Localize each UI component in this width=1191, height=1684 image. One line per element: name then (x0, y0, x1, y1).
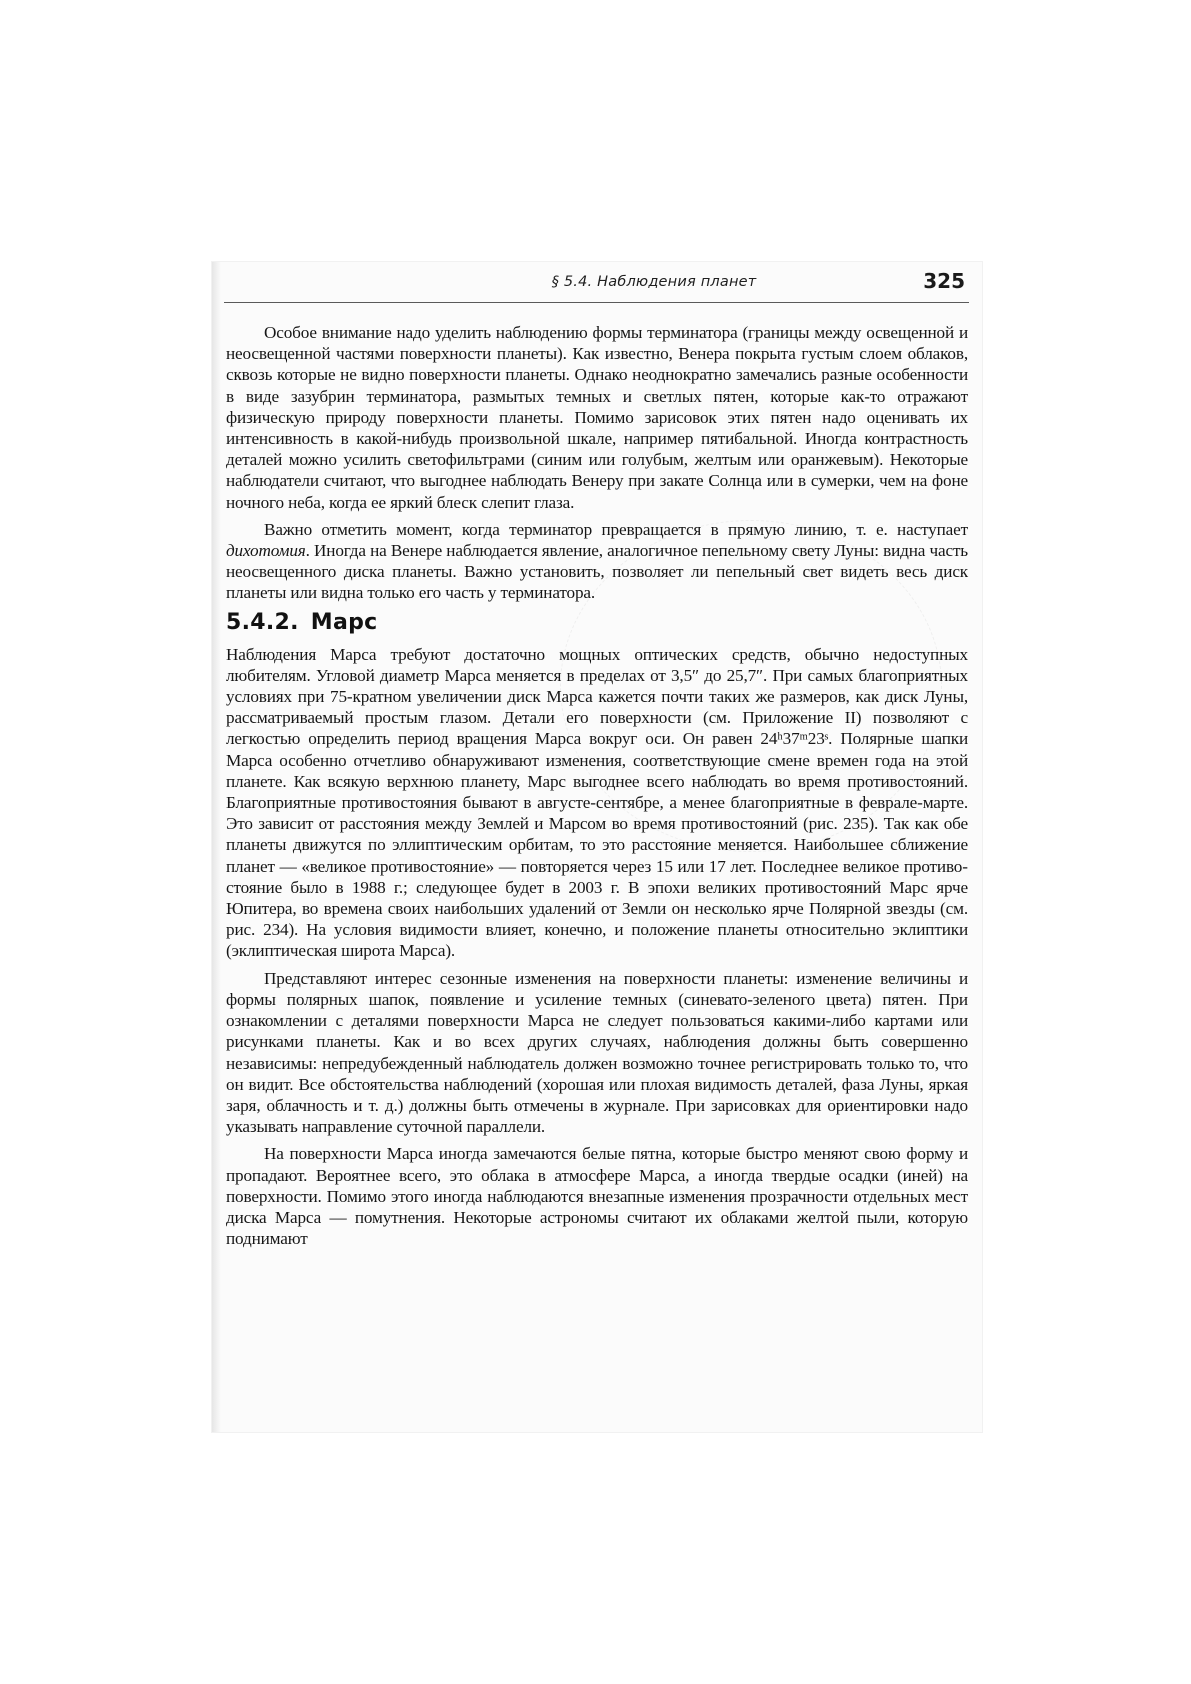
page-edge-shadow (212, 262, 221, 1432)
page-header (224, 269, 969, 303)
section-number: 5.4.2. (226, 609, 299, 635)
running-head: § 5.4. Наблюдения планет (551, 274, 757, 290)
paragraph-white-spots: На поверхности Марса иногда замечаются белые пятна, которые быстро меняют свою форму и пропадают. Вероятнее всего, это облака в атмосфере Марса, а иногда твердые осадки (иней) на поверхности. Помимо этого иногда наблюдаются внезапные изменения прозрачности отдельных мест диска Марса — помутнения. Некоторые астрономы считают их облаками желтой пыли, которую поднимают (226, 1144, 968, 1249)
page-number: 325 (923, 269, 965, 293)
paragraph-dichotomy (226, 519, 968, 604)
section-title: Марс (310, 609, 378, 635)
paragraph-terminator: Особое внимание надо уделить наблюдению формы терминатора (границы между освещенной и неосвещенной частями поверхности планеты). Как известно, Венера покрыта густым слоем облаков, сквозь которые не видно поверхности планеты. Однако неоднократно замечались разные особенности в виде зазубрин терминатора, размытых темных и светлых пятен, которые как-то отражают физическую природу поверхности планеты. Помимо зарисовок этих пятен надо оценивать их интенсивность в какой-нибудь произвольной шкале, например пятибальной. Иногда контрастность деталей можно усилить светофильтрами (синим или голубым, желтым или оранжевым). Некоторые наблюдатели считают, что выгоднее наблюдать Венеру при закате Солнца или в сумерки, чем на фоне ночного неба, когда ее яркий блеск слепит глаза. (226, 323, 968, 512)
paragraph-mars-observation: Наблюдения Марса требуют достаточно мощных оптических средств, обычно недоступных любителям. Угловой диаметр Марса меняется в пределах от 3,5″ до 25,7″. При самых благоприятных условиях при 75-кратном увеличении диск Марса кажется почти таких же размеров, как диск Луны, рассматриваемый простым глазом. Детали его поверхности (см. Приложение II) позволяют с легкостью определить период вращения Марса вокруг оси. Он равен 24ʰ37ᵐ23ˢ. Полярные шапки Марса особенно отчетливо обнаруживают изменения, соответствующие смене времен года на этой планете. Как всякую верхнюю планету, Марс выгоднее всего наблюдать во время противостояний. Благоприятные противостояния бывают в августе-сентябре, а менее благоприятные в феврале-марте. Это зависит от расстояния между Землей и Марсом во время противостояний (рис. 235). Так как обе планеты движутся по эллиптическим орбитам, то это расстояние меняется. Наибольшее сближение планет — «великое противостояние» — повторяется через 15 или 17 лет. Последнее великое противостояние было в 1988 г.; следующее будет в 2003 г. В эпохи великих противостояний Марс ярче Юпитера, во времена своих наибольших удалений от Земли он несколько ярче Полярной звезды (см. рис. 234). На условия видимости влияет, конечно, и положение планеты относительно эклиптики (эклиптическая широта Марса). (226, 644, 968, 961)
section-heading (226, 609, 968, 637)
paragraph-seasonal-changes: Представляют интерес сезонные изменения на поверхности планеты: изменение величины и формы полярных шапок, появление и усиление темных (синевато-зеленого цвета) пятен. При ознакомлении с деталями поверхности Марса не следует пользоваться какими-либо картами или рисунками планеты. Как и во всех других случаях, наблюдения должны быть совершенно независимы: непредубежденный наблюдатель должен возможно точнее регистрировать только то, что он видит. Все обстоятельства наблюдений (хорошая или плохая видимость деталей, фаза Луны, яркая заря, облачность и т. д.) должны быть отмечены в журнале. При зарисовках для ориентировки надо указывать направление суточной параллели. (226, 968, 968, 1137)
paragraph-dichotomy-end: . Иногда на Венере наблюдается явление, аналогичное пепельному свету Луны: видна часть неосвещенного диска планеты. Важно установить, позволяет ли пепельный свет видеть весь диск планеты или видна только его часть у терминатора. (226, 541, 968, 603)
term-dichotomy: дихотомия (226, 541, 306, 561)
body-text (226, 322, 968, 1249)
paragraph-dichotomy-start: Важно отметить момент, когда терминатор превращается в прямую линию, т. е. наступает (264, 519, 968, 539)
